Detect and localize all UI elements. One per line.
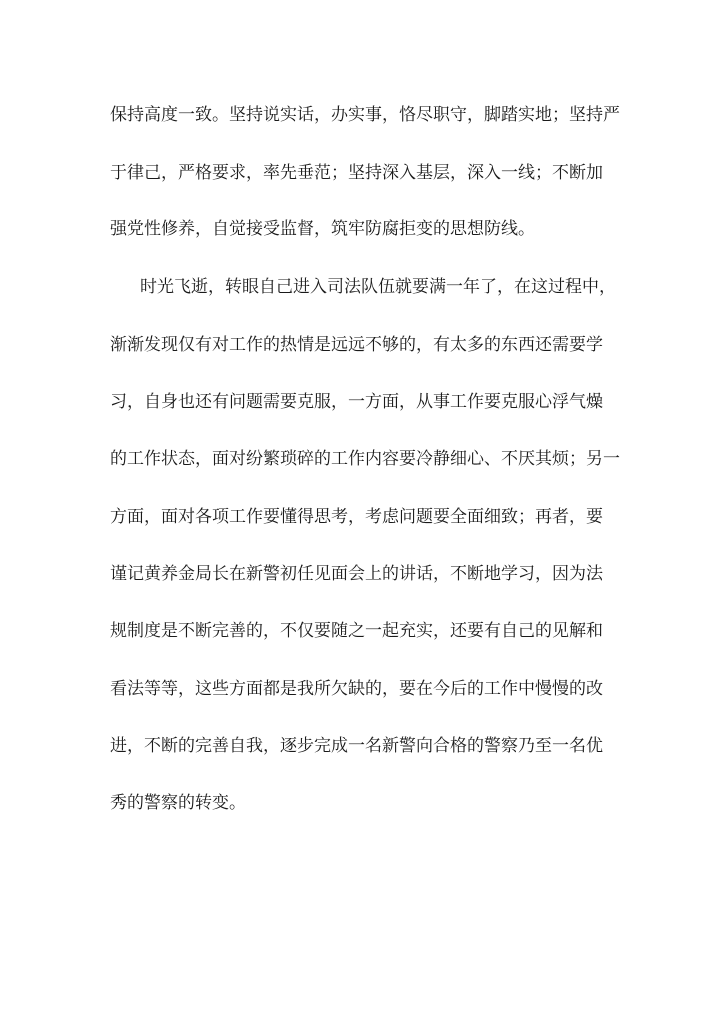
paragraph-line: 规制度是不断完善的，不仅要随之一起充实，还要有自己的见解和 (110, 621, 603, 641)
paragraph-line: 谨记黄养金局长在新警初任见面会上的讲话，不断地学习，因为法 (110, 564, 603, 584)
paragraph-line: 看法等等，这些方面都是我所欠缺的，要在今后的工作中慢慢的改 (110, 679, 603, 699)
paragraph-line: 时光飞逝，转眼自己进入司法队伍就要满一年了，在这过程中， (140, 277, 616, 297)
paragraph-line: 方面，面对各项工作要懂得思考，考虑问题要全面细致；再者，要 (110, 507, 603, 527)
paragraph-line: 强党性修养，自觉接受监督，筑牢防腐拒变的思想防线。 (110, 219, 535, 239)
paragraph-line: 秀的警察的转变。 (110, 793, 246, 813)
paragraph-line: 进，不断的完善自我，逐步完成一名新警向合格的警察乃至一名优 (110, 736, 603, 756)
paragraph-line: 于律己，严格要求，率先垂范；坚持深入基层，深入一线；不断加 (110, 163, 603, 183)
paragraph-line: 习，自身也还有问题需要克服，一方面，从事工作要克服心浮气燥 (110, 392, 603, 412)
paragraph-line: 渐渐发现仅有对工作的热情是远远不够的，有太多的东西还需要学 (110, 335, 603, 355)
paragraph-line: 的工作状态，面对纷繁琐碎的工作内容要冷静细心、不厌其烦；另一 (110, 449, 620, 469)
paragraph-line: 保持高度一致。坚持说实话，办实事，恪尽职守，脚踏实地；坚持严 (110, 105, 620, 125)
